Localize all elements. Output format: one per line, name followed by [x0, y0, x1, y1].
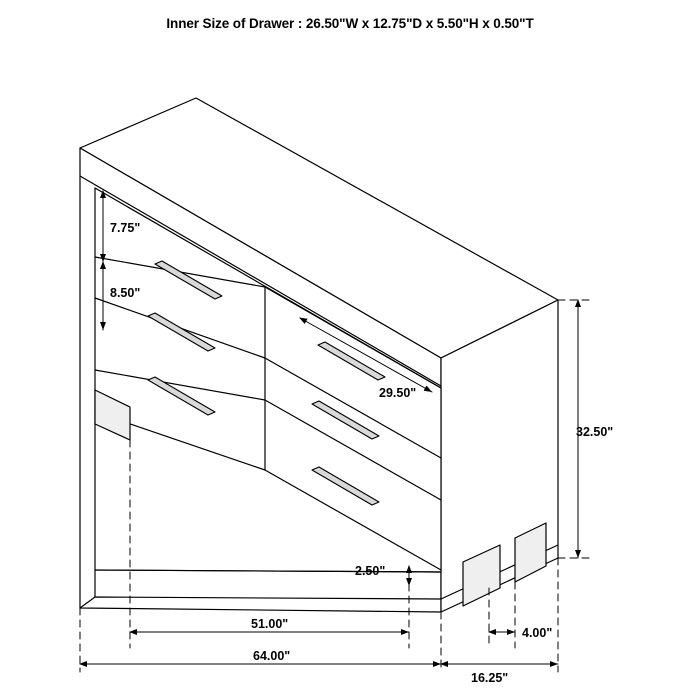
- label-side-depth: 16.25": [471, 671, 509, 685]
- label-toe-kick-height: 2.50": [355, 564, 386, 578]
- label-top-drawer-height: 7.75": [110, 221, 141, 235]
- page-title: Inner Size of Drawer : 26.50"W x 12.75"D x 5.50"H x 0.50"T: [166, 16, 534, 31]
- label-depth-diagonal: 29.50": [379, 386, 417, 400]
- label-middle-drawer-height: 8.50": [110, 286, 141, 300]
- label-foot-width: 4.00": [522, 626, 553, 640]
- label-front-width: 51.00": [251, 617, 289, 631]
- label-total-width: 64.00": [253, 649, 291, 663]
- label-total-height: 32.50": [576, 425, 614, 439]
